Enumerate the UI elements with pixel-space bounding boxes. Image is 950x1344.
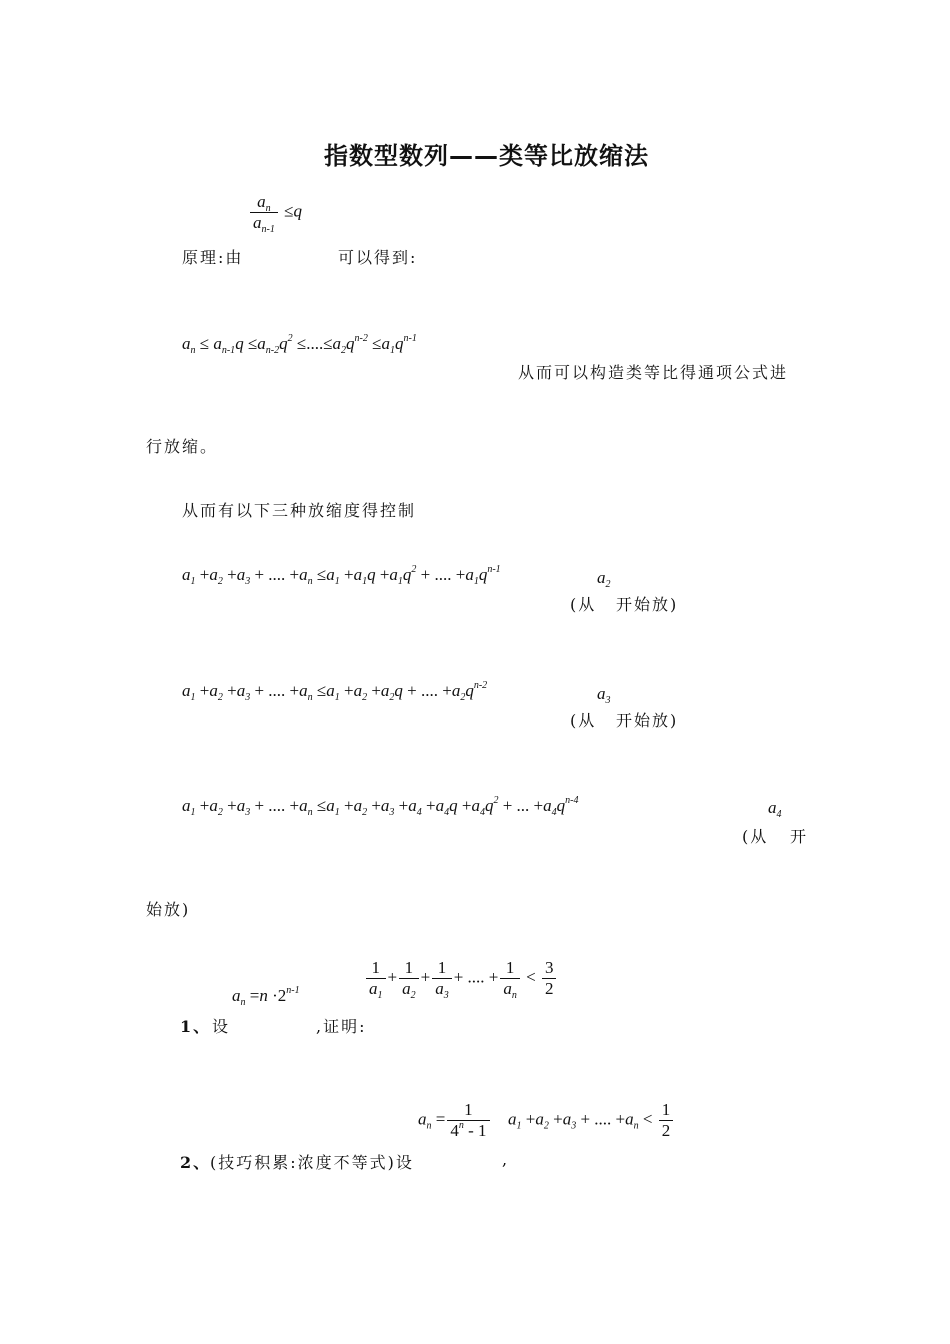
problem-1-lead: 设	[212, 1017, 231, 1036]
problem-2-number: 2、	[180, 1153, 212, 1172]
case-3-note-cont: 始放)	[146, 900, 191, 919]
problem-1-inequality-formula: $\frac{1}{a_1}$ + $\frac{1}{a_2}$ + $\frac{1}{a_3}$ + .... + $\frac{1}{a_n}$ < $\frac{3}{2}$	[364, 958, 558, 999]
chain-inequality-formula: $a_n \le a_{n-1}q \le a_{n-2}q^2 \le....\le a_2q^{n-2} \le a_1q^{n-1}$	[182, 333, 417, 356]
ratio-condition-formula: $\frac{a_n}{a_{n-1}}$ ≤q	[248, 192, 302, 233]
page-title: 指数型数列——类等比放缩法	[324, 142, 649, 170]
case-2-note-open: (从	[570, 711, 597, 730]
case-3-start-term: $a_4$	[768, 798, 782, 820]
case-2-start-term: $a_3$	[597, 684, 611, 706]
case-1-note-open: (从	[570, 595, 597, 614]
case-2-note-close: 开始放)	[616, 711, 679, 730]
case-1-note-close: 开始放)	[616, 595, 679, 614]
case-1-start-term: $a_2$	[597, 568, 611, 590]
case-2-formula: $a_1 +a_2 +a_3$ + .... $+a_n \le a_1 +a_2 +a_2q$ + .... $+a_2q^{n-2}$	[182, 680, 488, 703]
case-3-note-open: (从	[742, 827, 769, 846]
principle-label: 原理:由	[182, 248, 244, 267]
problem-2-lead: (技巧积累:浓度不等式)设	[210, 1153, 414, 1172]
problem-2-definition-formula: $a_n$ = $\frac{1}{4^n - 1}$	[418, 1100, 492, 1141]
problem-2-inequality-formula: $a_1 +a_2 +a_3$ + .... $+a_n$ < $\frac{1}{2}$	[508, 1100, 675, 1141]
case-3-note-close: 开	[790, 827, 809, 846]
principle-label-after: 可以得到:	[338, 248, 418, 267]
problem-1-number: 1、	[180, 1017, 212, 1036]
case-1-formula: $a_1 +a_2 +a_3$ + .... $+a_n \le a_1 +a_1q +a_1q^2$ + .... $+a_1q^{n-1}$	[182, 564, 501, 587]
principle-conclusion-cont: 行放缩。	[146, 437, 219, 456]
problem-1-definition-formula: $a_n =n \cdot 2^{n-1}$	[232, 985, 300, 1008]
intro-text: 从而有以下三种放缩度得控制	[182, 501, 417, 520]
principle-conclusion: 从而可以构造类等比得通项公式进	[518, 363, 789, 382]
case-3-formula: $a_1 +a_2 +a_3$ + .... $+a_n \le a_1 +a_2 +a_3 +a_4 +a_4q +a_4q^2$ + ... $+a_4q^{n-4}$	[182, 795, 579, 818]
problem-2-tail: ,	[502, 1150, 510, 1169]
problem-1-tail: ,证明:	[316, 1017, 367, 1036]
